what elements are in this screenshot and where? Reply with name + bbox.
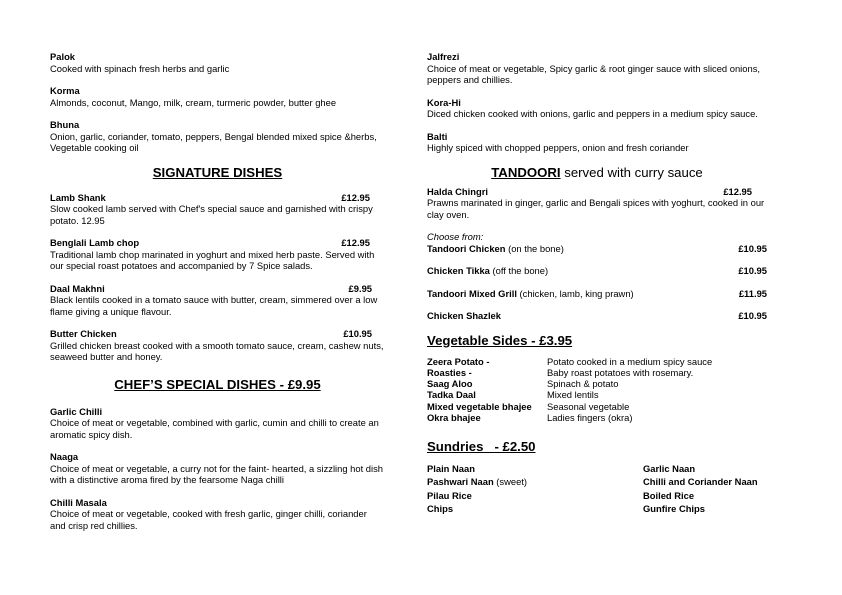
item-description: Choice of meat or vegetable, combined with garlic, cumin and chilli to create an aromatic spicy dish.	[50, 417, 379, 440]
sundry-name: Pilau Rice	[427, 489, 472, 501]
item-price: £12.95	[341, 237, 370, 248]
item-description: Grilled chicken breast cooked with a smooth tomato sauce, cream, cashew nuts, seaweed butter and honey.	[50, 339, 384, 362]
sundries-title: Sundries	[427, 439, 484, 455]
item-name: Jalfrezi	[427, 51, 460, 62]
veg-description: Spinach & potato	[547, 378, 619, 390]
option-price: £10.95	[738, 265, 767, 276]
veg-description: Baby roast potatoes with rosemary.	[547, 366, 694, 378]
menu-item	[50, 119, 385, 154]
tandoori-option	[427, 310, 767, 322]
menu-item	[50, 406, 385, 441]
tandoori-option	[427, 243, 767, 255]
item-description: Cooked with spinach fresh herbs and garlic	[50, 62, 230, 74]
signature-dishes-heading: SIGNATURE DISHES	[152, 164, 283, 180]
item-name: Korma	[50, 85, 80, 96]
option-name: Tandoori Mixed Grill	[427, 287, 517, 299]
sundry-name: Boiled Rice	[643, 489, 695, 501]
veg-name: Tadka Daal	[427, 389, 476, 401]
item-description: Choice of meat or vegetable, cooked with fresh garlic, ginger chilli, coriander and crisp red chillies.	[50, 508, 367, 531]
item-price: £12.95	[341, 191, 370, 203]
menu-item	[427, 186, 767, 221]
item-name: Palok	[50, 51, 76, 62]
item-description: Slow cooked lamb served with Chef's special sauce and garnished with crispy potato. 12.95	[50, 203, 373, 226]
option-note: (off the bone)	[489, 265, 549, 276]
item-name: Kora-Hi	[427, 96, 461, 108]
item-description: Diced chicken cooked with onions, garlic and peppers in a medium spicy sauce.	[427, 108, 758, 119]
menu-item	[427, 51, 767, 86]
item-description: Traditional lamb chop marinated in yoghurt and mixed herb paste. Served with our special roast potatoes and accompanied by 7 Spice salads.	[50, 248, 375, 271]
sundry-name: Garlic Naan	[643, 463, 696, 475]
tandoori-title: TANDOORI	[491, 164, 561, 180]
item-price: £12.95	[723, 185, 752, 197]
item-description: Almonds, coconut, Mango, milk, cream, turmeric powder, butter ghee	[50, 96, 337, 108]
veg-description: Mixed lentils	[547, 389, 599, 401]
item-price: £10.95	[343, 328, 372, 339]
tandoori-option	[427, 288, 767, 300]
vegetable-sides-heading: Vegetable Sides - £3.95	[427, 332, 573, 348]
menu-item	[427, 97, 767, 120]
item-name: Butter Chicken	[50, 328, 117, 339]
option-note: (chicken, lamb, king prawn)	[516, 287, 634, 299]
veg-name: Okra bhajee	[427, 411, 481, 423]
sundry-note: (sweet)	[493, 476, 528, 488]
sundry-name: Gunfire Chips	[643, 502, 705, 514]
menu-item	[50, 497, 385, 532]
menu-item	[50, 192, 385, 227]
menu-item	[50, 85, 385, 108]
item-description: Choice of meat or vegetable, a curry not for the faint- hearted, a sizzling hot dish with a distinctive aroma fired by the fearsome Naga chilli	[50, 462, 383, 485]
choose-from-label: Choose from:	[427, 231, 484, 242]
chefs-special-heading: CHEF’S SPECIAL DISHES - £9.95	[114, 376, 321, 392]
menu-item	[50, 328, 385, 363]
item-name: Balti	[427, 130, 448, 142]
veg-description: Ladies fingers (okra)	[547, 411, 633, 423]
item-price: £9.95	[348, 282, 372, 294]
option-price: £10.95	[738, 310, 767, 321]
sundries-price: - £2.50	[494, 439, 536, 455]
item-name: Lamb Shank	[50, 191, 106, 203]
item-name: Daal Makhni	[50, 282, 105, 294]
item-name: Benglali Lamb chop	[50, 237, 140, 248]
veg-description: Potato cooked in a medium spicy sauce	[547, 355, 713, 367]
right-column	[427, 51, 767, 515]
veg-name: Mixed vegetable bhajee	[427, 400, 532, 412]
sundry-name: Pashwari Naan	[427, 476, 494, 488]
sundries-heading	[427, 439, 767, 454]
veg-name: Zeera Potato -	[427, 355, 490, 367]
option-name: Chicken Tikka	[427, 265, 490, 276]
option-name: Chicken Shazlek	[427, 310, 501, 321]
item-description: Onion, garlic, coriander, tomato, peppers, Bengal blended mixed spice &herbs, Vegetable cooking oil	[50, 130, 377, 153]
option-price: £10.95	[738, 242, 767, 254]
item-name: Naaga	[50, 451, 79, 462]
option-name: Tandoori Chicken	[427, 242, 506, 254]
item-name: Garlic Chilli	[50, 405, 103, 417]
tandoori-option	[427, 265, 767, 277]
menu-item	[50, 237, 385, 272]
vegetable-sides-list	[427, 356, 767, 424]
left-column	[50, 51, 385, 542]
tandoori-heading	[427, 165, 767, 180]
menu-item	[50, 283, 385, 318]
menu-item	[50, 51, 385, 74]
sundry-name: Plain Naan	[427, 463, 475, 475]
sundries-list	[427, 462, 767, 515]
option-note: (on the bone)	[505, 242, 564, 254]
tandoori-subtitle: served with curry sauce	[560, 164, 703, 180]
option-price: £11.95	[738, 287, 767, 299]
item-description: Choice of meat or vegetable, Spicy garlic & root ginger sauce with sliced onions, peppers and chillies.	[427, 62, 760, 85]
item-description: Black lentils cooked in a tomato sauce with butter, cream, simmered over a low flame giving a unique flavour.	[50, 294, 378, 317]
item-name: Bhuna	[50, 119, 80, 130]
item-description: Prawns marinated in ginger, garlic and Bengali spices with yoghurt, cooked in our clay oven.	[427, 197, 765, 220]
veg-name: Roasties -	[427, 366, 472, 378]
menu-item	[427, 131, 767, 154]
sundry-name: Chilli and Coriander Naan	[643, 476, 758, 488]
veg-name: Saag Aloo	[427, 378, 473, 390]
menu-item	[50, 451, 385, 486]
sundry-name: Chips	[427, 502, 454, 514]
item-name: Halda Chingri	[427, 185, 488, 197]
item-name: Chilli Masala	[50, 496, 107, 508]
veg-description: Seasonal vegetable	[547, 400, 630, 412]
item-description: Highly spiced with chopped peppers, onion and fresh coriander	[427, 142, 689, 153]
